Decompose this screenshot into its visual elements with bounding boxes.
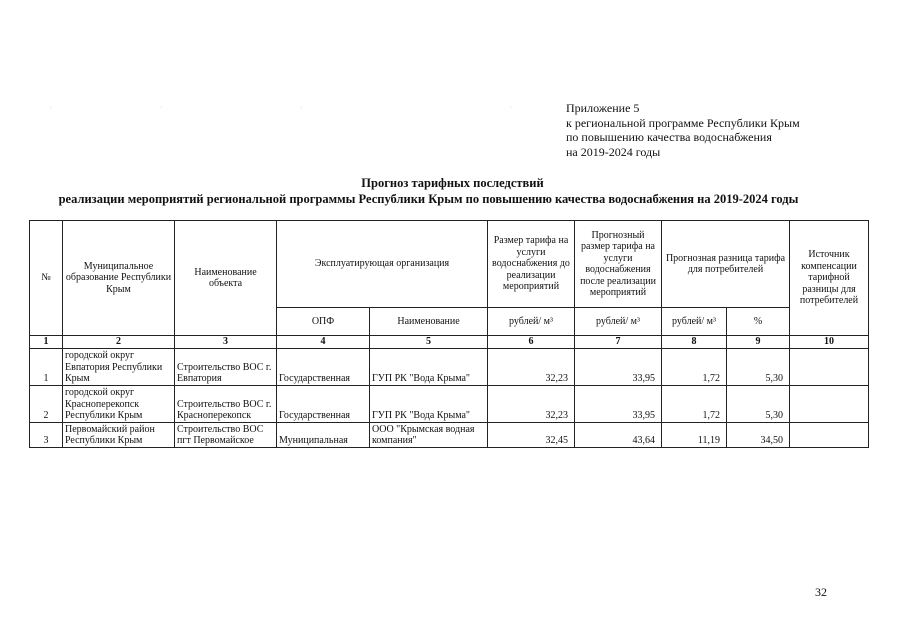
cell-object: Строительство ВОС пгт Первомайское — [175, 422, 277, 447]
header-object: Наименование объекта — [175, 221, 277, 336]
page-number: 32 — [815, 585, 827, 599]
cell-tariff-before: 32,23 — [488, 348, 575, 385]
cell-diff-rub: 1,72 — [662, 385, 727, 422]
cell-tariff-before: 32,45 — [488, 422, 575, 447]
header-operator: Эксплуатирующая организация — [277, 221, 488, 308]
column-number: 5 — [370, 336, 488, 349]
column-number: 2 — [63, 336, 175, 349]
header-unit: рублей/ м³ — [488, 308, 575, 336]
column-number: 3 — [175, 336, 277, 349]
header-tariff-before: Размер тарифа на услуги водоснабжения до реализации мероприятий — [488, 221, 575, 308]
column-number: 4 — [277, 336, 370, 349]
header-num: № — [30, 221, 63, 336]
column-number: 6 — [488, 336, 575, 349]
header-unit: рублей/ м³ — [575, 308, 662, 336]
scan-speck: · — [50, 105, 52, 111]
cell-diff-rub: 11,19 — [662, 422, 727, 447]
cell-name: ГУП РК "Вода Крыма" — [370, 348, 488, 385]
cell-municipality: городской округ Евпатория Республики Крым — [63, 348, 175, 385]
cell-municipality: городской округ Красноперекопск Республики Крым — [63, 385, 175, 422]
column-number: 1 — [30, 336, 63, 349]
column-number: 9 — [727, 336, 790, 349]
header-tariff-after: Прогнозный размер тарифа на услуги водоснабжения после реализации мероприятий — [575, 221, 662, 308]
cell-source — [790, 422, 869, 447]
cell-source — [790, 385, 869, 422]
table-row — [30, 348, 869, 385]
cell-diff-pct: 34,50 — [727, 422, 790, 447]
header-percent: % — [727, 308, 790, 336]
appendix-line: по повышению качества водоснабжения — [566, 130, 772, 144]
header-municipality: Муниципальное образование Республики Крым — [63, 221, 175, 336]
cell-name: ГУП РК "Вода Крыма" — [370, 385, 488, 422]
cell-diff-pct: 5,30 — [727, 385, 790, 422]
column-number: 7 — [575, 336, 662, 349]
scan-speck: · — [510, 105, 512, 111]
cell-num: 2 — [30, 385, 63, 422]
appendix-line: на 2019-2024 годы — [566, 144, 661, 159]
table-row — [30, 422, 869, 447]
cell-object: Строительство ВОС г. Красноперекопск — [175, 385, 277, 422]
cell-num: 3 — [30, 422, 63, 447]
column-number: 10 — [790, 336, 869, 349]
header-unit: рублей/ м³ — [662, 308, 727, 336]
tariff-table — [29, 220, 869, 448]
cell-opf: Государственная — [277, 385, 370, 422]
cell-municipality: Первомайский район Республики Крым — [63, 422, 175, 447]
cell-num: 1 — [30, 348, 63, 385]
header-difference: Прогнозная разница тарифа для потребителей — [662, 221, 790, 308]
cell-diff-rub: 1,72 — [662, 348, 727, 385]
document-subtitle: реализации мероприятий региональной программы Республики Крым по повышению качества водоснабжения на 2019-2024 годы — [58, 192, 799, 206]
column-number: 8 — [662, 336, 727, 349]
header-source: Источник компенсации тарифной разницы для потребителей — [790, 221, 869, 336]
document-title: Прогноз тарифных последствий — [361, 176, 544, 190]
table-row — [30, 385, 869, 422]
cell-tariff-after: 43,64 — [575, 422, 662, 447]
cell-name: ООО "Крымская водная компания" — [370, 422, 488, 447]
cell-tariff-after: 33,95 — [575, 385, 662, 422]
appendix-line: Приложение 5 — [566, 101, 640, 115]
cell-tariff-before: 32,23 — [488, 385, 575, 422]
cell-opf: Муниципальная — [277, 422, 370, 447]
cell-opf: Государственная — [277, 348, 370, 385]
header-name: Наименование — [370, 308, 488, 336]
cell-object: Строительство ВОС г. Евпатория — [175, 348, 277, 385]
scan-speck: · — [300, 105, 302, 111]
header-opf: ОПФ — [277, 308, 370, 336]
cell-diff-pct: 5,30 — [727, 348, 790, 385]
scan-speck: · — [160, 105, 162, 111]
appendix-block — [566, 101, 800, 159]
cell-source — [790, 348, 869, 385]
cell-tariff-after: 33,95 — [575, 348, 662, 385]
appendix-line: к региональной программе Республики Крым — [566, 115, 800, 130]
